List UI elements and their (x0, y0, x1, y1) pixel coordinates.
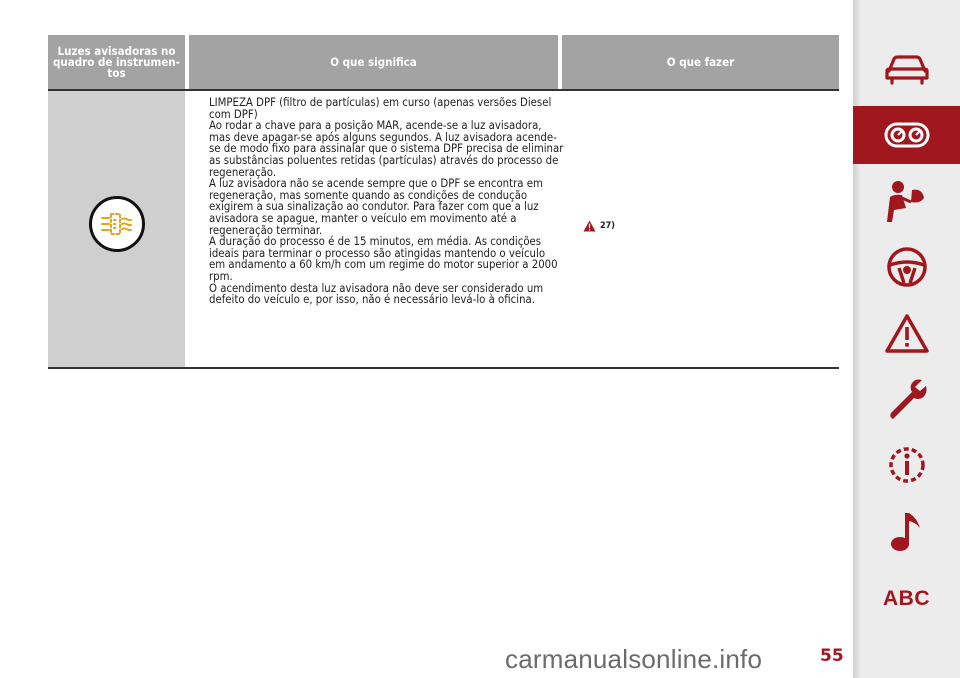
warning-reference[interactable]: 27) (600, 221, 615, 231)
meaning-title: LIMPEZA DPF (filtro de partículas) em curso (apenas versões Diesel com DPF) (209, 96, 552, 121)
header-meaning: O que significa (330, 54, 417, 69)
table-bottom-rule (48, 367, 839, 369)
car-icon (884, 52, 930, 86)
sidebar-item-instruments[interactable] (853, 106, 960, 164)
warning-light-cell (48, 91, 185, 367)
wrench-icon (884, 376, 930, 422)
meaning-paragraph: A duração do processo é de 15 minutos, em média. As condições ideais para terminar o processo são atingidas mantendo o veículo em andamento a 60 km/h com um regime do motor superior a 2000 rpm. (209, 235, 558, 283)
action-cell (583, 220, 615, 232)
sidebar-item-safety[interactable] (853, 172, 960, 230)
sidebar-item-maintenance[interactable] (853, 370, 960, 428)
header-action: O que fazer (666, 54, 735, 69)
table-header (48, 35, 839, 89)
index-label: ABC (883, 587, 930, 610)
safety-airbag-icon (884, 178, 930, 224)
header-warning-lights: Luzes avisadoras no quadro de instrumen-tos (53, 43, 180, 80)
meaning-text (209, 97, 564, 306)
watermark: carmanualsonline.info (505, 644, 763, 674)
sidebar-item-multimedia[interactable] (853, 502, 960, 560)
caution-icon (583, 220, 596, 232)
meaning-paragraph: A luz avisadora não se acende sempre que o DPF se encontra em regeneração, mas somente quando as condições de condução exigirem a sua sinalização ao condutor. Para fazer com que a luz avisadora se apague, manter o veículo em movimento até a regeneração terminar. (209, 177, 543, 237)
sidebar-item-technical-data[interactable] (853, 436, 960, 494)
technical-data-icon (884, 442, 930, 488)
sidebar-item-index[interactable] (853, 570, 960, 628)
steering-wheel-icon (885, 245, 929, 289)
sidebar-item-warnings[interactable] (853, 304, 960, 362)
warning-triangle-icon (884, 312, 930, 354)
meaning-paragraph: O acendimento desta luz avisadora não deve ser considerado um defeito do veículo e, por isso, não é necessário levá-lo à oficina. (209, 281, 544, 307)
instrument-panel-icon (884, 120, 930, 150)
sidebar-item-steering[interactable] (853, 238, 960, 296)
meaning-paragraph: Ao rodar a chave para a posição MAR, acende-se a luz avisadora, mas deve apagar-se após alguns segundos. A luz avisadora acende-se de modo fixo para assinalar que o sistema DPF precisa de eliminar as substâncias poluentes retidas (partículas) através do processo de regeneração. (209, 119, 564, 179)
sidebar-item-car[interactable] (853, 40, 960, 98)
page-number: 55 (820, 646, 844, 666)
dpf-warning-light-icon (89, 196, 145, 252)
multimedia-icon (887, 508, 927, 554)
